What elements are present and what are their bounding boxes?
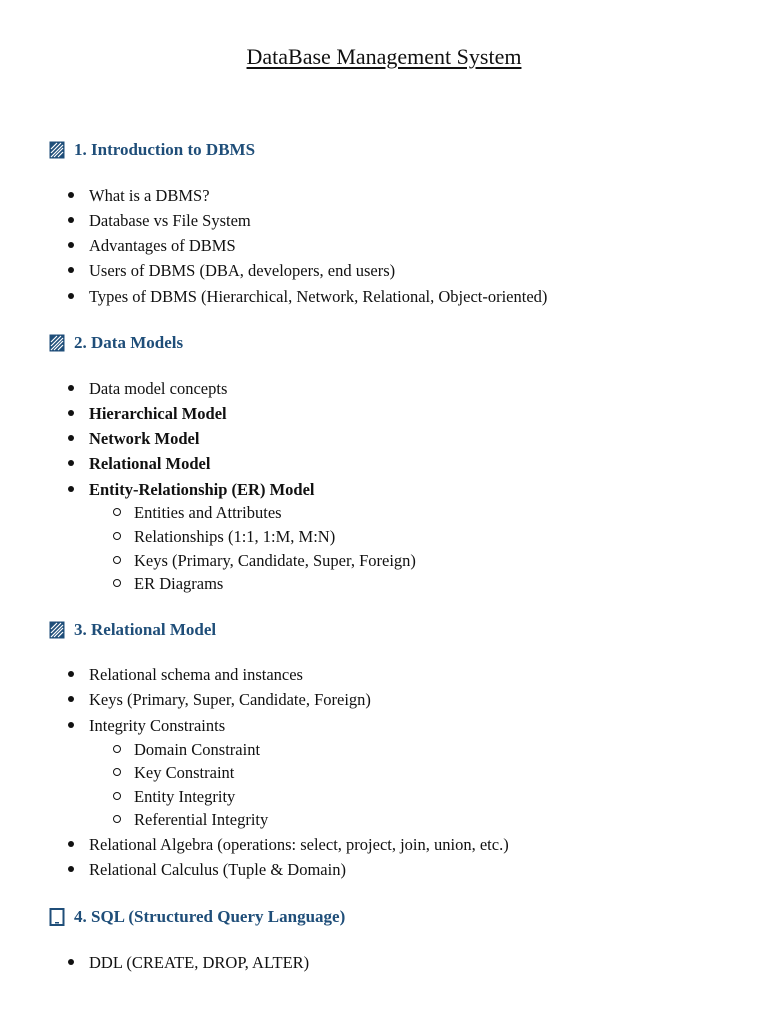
sub-list-item: Domain Constraint: [113, 740, 260, 760]
list-item: Relational Model: [68, 454, 210, 474]
notebook-icon: [49, 141, 65, 159]
section-heading-label: 3. Relational Model: [74, 620, 217, 639]
bullet-icon: [68, 293, 74, 299]
list-item: Data model concepts: [68, 379, 227, 399]
bullet-icon: [68, 217, 74, 223]
bullet-icon: [68, 435, 74, 441]
bullet-icon: [68, 841, 74, 847]
page-title: DataBase Management System: [246, 44, 522, 69]
tablet-icon: [49, 908, 65, 926]
section-heading-introduction: [49, 139, 255, 161]
list-item: Types of DBMS (Hierarchical, Network, Relational, Object-oriented): [68, 287, 547, 307]
circle-bullet-icon: [113, 768, 121, 776]
notebook-icon: [49, 621, 65, 639]
list-item: Database vs File System: [68, 211, 251, 231]
bullet-icon: [68, 671, 74, 677]
sub-list-item: ER Diagrams: [113, 574, 223, 594]
circle-bullet-icon: [113, 556, 121, 564]
bullet-icon: [68, 959, 74, 965]
bullet-icon: [68, 192, 74, 198]
section-heading-label: 4. SQL (Structured Query Language): [74, 907, 346, 926]
bullet-icon: [68, 696, 74, 702]
circle-bullet-icon: [113, 508, 121, 516]
bullet-icon: [68, 242, 74, 248]
list-item: Relational Algebra (operations: select, project, join, union, etc.): [68, 835, 509, 855]
sub-list-item: Key Constraint: [113, 763, 234, 783]
bullet-icon: [68, 385, 74, 391]
list-item: Keys (Primary, Super, Candidate, Foreign): [68, 690, 371, 710]
list-item: Entity-Relationship (ER) Model: [68, 480, 315, 500]
section-heading-label: 2. Data Models: [74, 333, 184, 352]
section-heading-relational-model: [49, 619, 216, 641]
notebook-icon: [49, 334, 65, 352]
list-item: What is a DBMS?: [68, 186, 210, 206]
section-heading-data-models: [49, 332, 183, 354]
list-item: Relational schema and instances: [68, 665, 303, 685]
circle-bullet-icon: [113, 532, 121, 540]
sub-list-item: Referential Integrity: [113, 810, 268, 830]
list-item: DDL (CREATE, DROP, ALTER): [68, 953, 309, 973]
circle-bullet-icon: [113, 815, 121, 823]
sub-list-item: Keys (Primary, Candidate, Super, Foreign): [113, 551, 416, 571]
bullet-icon: [68, 410, 74, 416]
bullet-icon: [68, 460, 74, 466]
circle-bullet-icon: [113, 745, 121, 753]
circle-bullet-icon: [113, 579, 121, 587]
list-item: Users of DBMS (DBA, developers, end users): [68, 261, 395, 281]
sub-list-item: Relationships (1:1, 1:M, M:N): [113, 527, 335, 547]
section-heading-sql: [49, 906, 345, 928]
bullet-icon: [68, 866, 74, 872]
section-heading-label: 1. Introduction to DBMS: [74, 140, 256, 159]
list-item: Network Model: [68, 429, 199, 449]
list-item: Hierarchical Model: [68, 404, 227, 424]
bullet-icon: [68, 722, 74, 728]
list-item: Integrity Constraints: [68, 716, 225, 736]
sub-list-item: Entity Integrity: [113, 787, 235, 807]
circle-bullet-icon: [113, 792, 121, 800]
bullet-icon: [68, 267, 74, 273]
list-item: Relational Calculus (Tuple & Domain): [68, 860, 346, 880]
bullet-icon: [68, 486, 74, 492]
sub-list-item: Entities and Attributes: [113, 503, 282, 523]
list-item: Advantages of DBMS: [68, 236, 236, 256]
